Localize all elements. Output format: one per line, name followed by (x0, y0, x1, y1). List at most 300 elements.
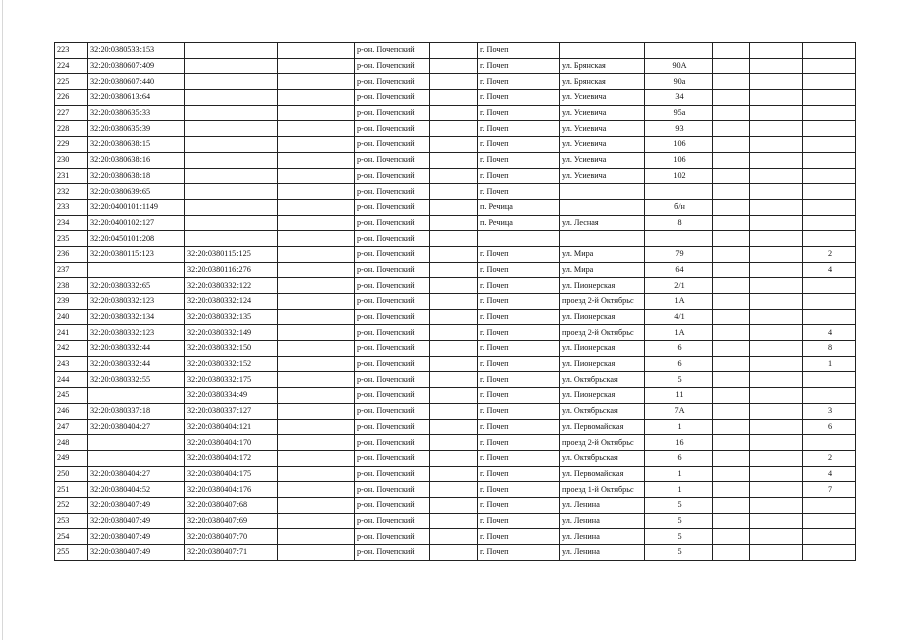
empty-cell (430, 309, 478, 325)
row-number-cell: 254 (55, 529, 88, 545)
cadastral-number-cell: 32:20:0380332:44 (88, 356, 185, 372)
cadastral-number-cell: 32:20:0380332:55 (88, 372, 185, 388)
cadastral-number-cell: 32:20:0380404:27 (88, 419, 185, 435)
street-cell: ул. Октябрьская (560, 450, 645, 466)
empty-cell (430, 137, 478, 153)
district-cell: р-он. Почепский (355, 545, 430, 561)
cadastral-number-cell: 32:20:0380337:18 (88, 403, 185, 419)
cadastral-number-cell: 32:20:0380638:16 (88, 152, 185, 168)
empty-cell (278, 341, 355, 357)
cadastral-number-cell: 32:20:0380533:153 (88, 43, 185, 59)
empty-cell (713, 372, 750, 388)
apartment-number-cell (803, 294, 856, 310)
row-number-cell: 236 (55, 246, 88, 262)
locality-cell: г. Почеп (478, 152, 560, 168)
apartment-number-cell (803, 388, 856, 404)
empty-cell (713, 90, 750, 106)
row-number-cell: 250 (55, 466, 88, 482)
locality-cell: г. Почеп (478, 513, 560, 529)
row-number-cell: 231 (55, 168, 88, 184)
empty-cell (713, 152, 750, 168)
linked-cadastral-number-cell: 32:20:0380332:122 (185, 278, 278, 294)
empty-cell (278, 388, 355, 404)
cadastral-number-cell: 32:20:0380407:49 (88, 513, 185, 529)
linked-cadastral-number-cell: 32:20:0380115:125 (185, 246, 278, 262)
street-cell: ул. Пионерская (560, 356, 645, 372)
empty-cell (430, 121, 478, 137)
linked-cadastral-number-cell (185, 58, 278, 74)
locality-cell: г. Почеп (478, 388, 560, 404)
locality-cell: г. Почеп (478, 419, 560, 435)
empty-cell (278, 74, 355, 90)
apartment-number-cell: 4 (803, 325, 856, 341)
street-cell: ул. Усиевича (560, 105, 645, 121)
empty-cell (430, 403, 478, 419)
empty-cell (713, 184, 750, 200)
table-row (55, 215, 856, 231)
empty-cell (430, 356, 478, 372)
row-number-cell: 234 (55, 215, 88, 231)
district-cell: р-он. Почепский (355, 294, 430, 310)
table-row (55, 184, 856, 200)
linked-cadastral-number-cell (185, 43, 278, 59)
cadastral-number-cell: 32:20:0380638:18 (88, 168, 185, 184)
empty-cell (430, 246, 478, 262)
empty-cell (750, 184, 803, 200)
street-cell: ул. Усиевича (560, 137, 645, 153)
empty-cell (430, 435, 478, 451)
empty-cell (430, 199, 478, 215)
row-number-cell: 244 (55, 372, 88, 388)
linked-cadastral-number-cell: 32:20:0380332:175 (185, 372, 278, 388)
house-number-cell (645, 231, 713, 247)
empty-cell (750, 419, 803, 435)
apartment-number-cell (803, 90, 856, 106)
row-number-cell: 239 (55, 294, 88, 310)
empty-cell (750, 137, 803, 153)
empty-cell (750, 262, 803, 278)
empty-cell (713, 435, 750, 451)
empty-cell (750, 294, 803, 310)
empty-cell (750, 309, 803, 325)
apartment-number-cell (803, 231, 856, 247)
empty-cell (713, 231, 750, 247)
table-row (55, 90, 856, 106)
district-cell: р-он. Почепский (355, 513, 430, 529)
linked-cadastral-number-cell: 32:20:0380404:175 (185, 466, 278, 482)
district-cell: р-он. Почепский (355, 341, 430, 357)
empty-cell (278, 137, 355, 153)
locality-cell: г. Почеп (478, 435, 560, 451)
table-row (55, 43, 856, 59)
apartment-number-cell (803, 184, 856, 200)
street-cell: ул. Октябрьская (560, 372, 645, 388)
empty-cell (430, 482, 478, 498)
linked-cadastral-number-cell: 32:20:0380404:170 (185, 435, 278, 451)
apartment-number-cell: 2 (803, 246, 856, 262)
table-row (55, 545, 856, 561)
district-cell: р-он. Почепский (355, 58, 430, 74)
district-cell: р-он. Почепский (355, 419, 430, 435)
empty-cell (430, 341, 478, 357)
street-cell: ул. Ленина (560, 497, 645, 513)
linked-cadastral-number-cell: 32:20:0380332:152 (185, 356, 278, 372)
apartment-number-cell (803, 168, 856, 184)
cadastral-number-cell: 32:20:0380332:134 (88, 309, 185, 325)
locality-cell: г. Почеп (478, 184, 560, 200)
apartment-number-cell (803, 529, 856, 545)
house-number-cell: 64 (645, 262, 713, 278)
district-cell: р-он. Почепский (355, 74, 430, 90)
street-cell: ул. Усиевича (560, 168, 645, 184)
empty-cell (713, 388, 750, 404)
empty-cell (750, 58, 803, 74)
row-number-cell: 241 (55, 325, 88, 341)
empty-cell (713, 450, 750, 466)
linked-cadastral-number-cell: 32:20:0380404:172 (185, 450, 278, 466)
apartment-number-cell (803, 152, 856, 168)
house-number-cell: 11 (645, 388, 713, 404)
empty-cell (713, 121, 750, 137)
empty-cell (278, 262, 355, 278)
street-cell (560, 43, 645, 59)
district-cell: р-он. Почепский (355, 105, 430, 121)
empty-cell (713, 529, 750, 545)
table-row (55, 403, 856, 419)
empty-cell (430, 105, 478, 121)
street-cell: ул. Брянская (560, 58, 645, 74)
linked-cadastral-number-cell: 32:20:0380407:71 (185, 545, 278, 561)
district-cell: р-он. Почепский (355, 497, 430, 513)
linked-cadastral-number-cell (185, 199, 278, 215)
empty-cell (750, 341, 803, 357)
empty-cell (750, 74, 803, 90)
row-number-cell: 235 (55, 231, 88, 247)
cadastral-number-cell: 32:20:0380607:440 (88, 74, 185, 90)
table-row (55, 372, 856, 388)
empty-cell (430, 184, 478, 200)
cadastral-number-cell: 32:20:0380332:44 (88, 341, 185, 357)
empty-cell (278, 215, 355, 231)
house-number-cell: 5 (645, 497, 713, 513)
empty-cell (713, 262, 750, 278)
empty-cell (750, 105, 803, 121)
house-number-cell: 16 (645, 435, 713, 451)
empty-cell (713, 356, 750, 372)
street-cell: ул. Ленина (560, 513, 645, 529)
empty-cell (430, 513, 478, 529)
empty-cell (430, 388, 478, 404)
street-cell (560, 184, 645, 200)
locality-cell: п. Речица (478, 215, 560, 231)
locality-cell: г. Почеп (478, 545, 560, 561)
empty-cell (750, 199, 803, 215)
linked-cadastral-number-cell: 32:20:0380334:49 (185, 388, 278, 404)
cadastral-number-cell: 32:20:0380407:49 (88, 497, 185, 513)
cadastral-number-cell: 32:20:0380613:64 (88, 90, 185, 106)
table-row (55, 246, 856, 262)
street-cell: ул. Пионерская (560, 278, 645, 294)
linked-cadastral-number-cell: 32:20:0380116:276 (185, 262, 278, 278)
cadastral-number-cell: 32:20:0380332:123 (88, 325, 185, 341)
house-number-cell: 8 (645, 215, 713, 231)
empty-cell (750, 90, 803, 106)
empty-cell (278, 294, 355, 310)
table-row (55, 137, 856, 153)
scan-edge-line (2, 0, 3, 640)
table-row (55, 74, 856, 90)
empty-cell (430, 497, 478, 513)
row-number-cell: 226 (55, 90, 88, 106)
street-cell: ул. Первомайская (560, 419, 645, 435)
house-number-cell (645, 43, 713, 59)
empty-cell (278, 43, 355, 59)
house-number-cell: 1 (645, 419, 713, 435)
empty-cell (713, 215, 750, 231)
district-cell: р-он. Почепский (355, 231, 430, 247)
empty-cell (278, 482, 355, 498)
empty-cell (278, 246, 355, 262)
empty-cell (713, 74, 750, 90)
locality-cell: г. Почеп (478, 466, 560, 482)
empty-cell (278, 199, 355, 215)
linked-cadastral-number-cell: 32:20:0380404:121 (185, 419, 278, 435)
table-row (55, 152, 856, 168)
linked-cadastral-number-cell (185, 105, 278, 121)
table-row (55, 278, 856, 294)
district-cell: р-он. Почепский (355, 246, 430, 262)
table-row (55, 341, 856, 357)
linked-cadastral-number-cell (185, 184, 278, 200)
district-cell: р-он. Почепский (355, 168, 430, 184)
house-number-cell: 1А (645, 325, 713, 341)
locality-cell: п. Речица (478, 199, 560, 215)
row-number-cell: 253 (55, 513, 88, 529)
locality-cell: г. Почеп (478, 482, 560, 498)
district-cell: р-он. Почепский (355, 466, 430, 482)
district-cell: р-он. Почепский (355, 403, 430, 419)
linked-cadastral-number-cell: 32:20:0380332:135 (185, 309, 278, 325)
empty-cell (278, 466, 355, 482)
apartment-number-cell (803, 58, 856, 74)
empty-cell (278, 497, 355, 513)
empty-cell (713, 58, 750, 74)
empty-cell (430, 450, 478, 466)
district-cell: р-он. Почепский (355, 215, 430, 231)
empty-cell (713, 294, 750, 310)
house-number-cell: 95а (645, 105, 713, 121)
empty-cell (750, 529, 803, 545)
table-row (55, 419, 856, 435)
street-cell: ул. Ленина (560, 529, 645, 545)
street-cell: ул. Первомайская (560, 466, 645, 482)
empty-cell (713, 341, 750, 357)
house-number-cell: б/н (645, 199, 713, 215)
table-row (55, 231, 856, 247)
table-row (55, 450, 856, 466)
empty-cell (278, 545, 355, 561)
empty-cell (278, 90, 355, 106)
locality-cell: г. Почеп (478, 325, 560, 341)
locality-cell: г. Почеп (478, 90, 560, 106)
row-number-cell: 223 (55, 43, 88, 59)
house-number-cell: 6 (645, 356, 713, 372)
house-number-cell: 34 (645, 90, 713, 106)
house-number-cell: 1 (645, 466, 713, 482)
empty-cell (430, 58, 478, 74)
apartment-number-cell (803, 74, 856, 90)
cadastral-register-table (54, 42, 856, 561)
house-number-cell: 106 (645, 152, 713, 168)
apartment-number-cell (803, 215, 856, 231)
locality-cell: г. Почеп (478, 137, 560, 153)
apartment-number-cell (803, 372, 856, 388)
cadastral-number-cell: 32:20:0380639:65 (88, 184, 185, 200)
empty-cell (750, 482, 803, 498)
district-cell: р-он. Почепский (355, 356, 430, 372)
empty-cell (430, 43, 478, 59)
empty-cell (750, 152, 803, 168)
cadastral-number-cell: 32:20:0380404:52 (88, 482, 185, 498)
table-row (55, 513, 856, 529)
empty-cell (430, 419, 478, 435)
linked-cadastral-number-cell (185, 137, 278, 153)
row-number-cell: 243 (55, 356, 88, 372)
row-number-cell: 240 (55, 309, 88, 325)
apartment-number-cell (803, 435, 856, 451)
empty-cell (430, 168, 478, 184)
linked-cadastral-number-cell: 32:20:0380407:68 (185, 497, 278, 513)
table-row (55, 466, 856, 482)
table-row (55, 105, 856, 121)
empty-cell (278, 152, 355, 168)
row-number-cell: 237 (55, 262, 88, 278)
cadastral-number-cell: 32:20:0400101:1149 (88, 199, 185, 215)
empty-cell (713, 466, 750, 482)
cadastral-number-cell (88, 388, 185, 404)
house-number-cell: 1 (645, 482, 713, 498)
table-row (55, 482, 856, 498)
apartment-number-cell (803, 497, 856, 513)
cadastral-number-cell: 32:20:0450101:208 (88, 231, 185, 247)
empty-cell (430, 529, 478, 545)
apartment-number-cell (803, 137, 856, 153)
row-number-cell: 227 (55, 105, 88, 121)
row-number-cell: 229 (55, 137, 88, 153)
empty-cell (750, 372, 803, 388)
row-number-cell: 246 (55, 403, 88, 419)
row-number-cell: 252 (55, 497, 88, 513)
empty-cell (278, 450, 355, 466)
district-cell: р-он. Почепский (355, 309, 430, 325)
locality-cell: г. Почеп (478, 105, 560, 121)
empty-cell (750, 466, 803, 482)
row-number-cell: 238 (55, 278, 88, 294)
empty-cell (750, 435, 803, 451)
empty-cell (430, 325, 478, 341)
linked-cadastral-number-cell (185, 231, 278, 247)
empty-cell (278, 309, 355, 325)
district-cell: р-он. Почепский (355, 529, 430, 545)
empty-cell (713, 309, 750, 325)
empty-cell (430, 278, 478, 294)
district-cell: р-он. Почепский (355, 325, 430, 341)
linked-cadastral-number-cell (185, 121, 278, 137)
table-row (55, 529, 856, 545)
apartment-number-cell (803, 278, 856, 294)
street-cell (560, 199, 645, 215)
empty-cell (430, 152, 478, 168)
row-number-cell: 245 (55, 388, 88, 404)
empty-cell (278, 419, 355, 435)
empty-cell (278, 513, 355, 529)
empty-cell (430, 545, 478, 561)
street-cell: ул. Усиевича (560, 152, 645, 168)
empty-cell (750, 545, 803, 561)
linked-cadastral-number-cell: 32:20:0380407:70 (185, 529, 278, 545)
house-number-cell: 106 (645, 137, 713, 153)
district-cell: р-он. Почепский (355, 137, 430, 153)
empty-cell (278, 435, 355, 451)
linked-cadastral-number-cell: 32:20:0380332:149 (185, 325, 278, 341)
apartment-number-cell (803, 105, 856, 121)
apartment-number-cell: 3 (803, 403, 856, 419)
linked-cadastral-number-cell (185, 215, 278, 231)
locality-cell: г. Почеп (478, 529, 560, 545)
empty-cell (713, 199, 750, 215)
empty-cell (713, 325, 750, 341)
empty-cell (750, 513, 803, 529)
street-cell: проезд 1-й Октябрьс (560, 482, 645, 498)
cadastral-number-cell (88, 450, 185, 466)
cadastral-number-cell: 32:20:0380115:123 (88, 246, 185, 262)
district-cell: р-он. Почепский (355, 262, 430, 278)
apartment-number-cell (803, 309, 856, 325)
apartment-number-cell (803, 545, 856, 561)
row-number-cell: 248 (55, 435, 88, 451)
apartment-number-cell: 4 (803, 262, 856, 278)
row-number-cell: 228 (55, 121, 88, 137)
street-cell: ул. Усиевича (560, 121, 645, 137)
district-cell: р-он. Почепский (355, 372, 430, 388)
row-number-cell: 251 (55, 482, 88, 498)
house-number-cell: 93 (645, 121, 713, 137)
cadastral-number-cell: 32:20:0380407:49 (88, 529, 185, 545)
apartment-number-cell (803, 121, 856, 137)
house-number-cell: 6 (645, 450, 713, 466)
district-cell: р-он. Почепский (355, 450, 430, 466)
linked-cadastral-number-cell (185, 168, 278, 184)
street-cell: проезд 2-й Октябрьс (560, 435, 645, 451)
empty-cell (750, 403, 803, 419)
district-cell: р-он. Почепский (355, 278, 430, 294)
house-number-cell: 90а (645, 74, 713, 90)
empty-cell (750, 215, 803, 231)
district-cell: р-он. Почепский (355, 199, 430, 215)
empty-cell (430, 231, 478, 247)
empty-cell (750, 278, 803, 294)
house-number-cell: 4/1 (645, 309, 713, 325)
empty-cell (750, 388, 803, 404)
empty-cell (278, 231, 355, 247)
table-row (55, 121, 856, 137)
locality-cell: г. Почеп (478, 450, 560, 466)
locality-cell: г. Почеп (478, 58, 560, 74)
house-number-cell: 5 (645, 513, 713, 529)
cadastral-number-cell (88, 435, 185, 451)
district-cell: р-он. Почепский (355, 184, 430, 200)
locality-cell: г. Почеп (478, 74, 560, 90)
